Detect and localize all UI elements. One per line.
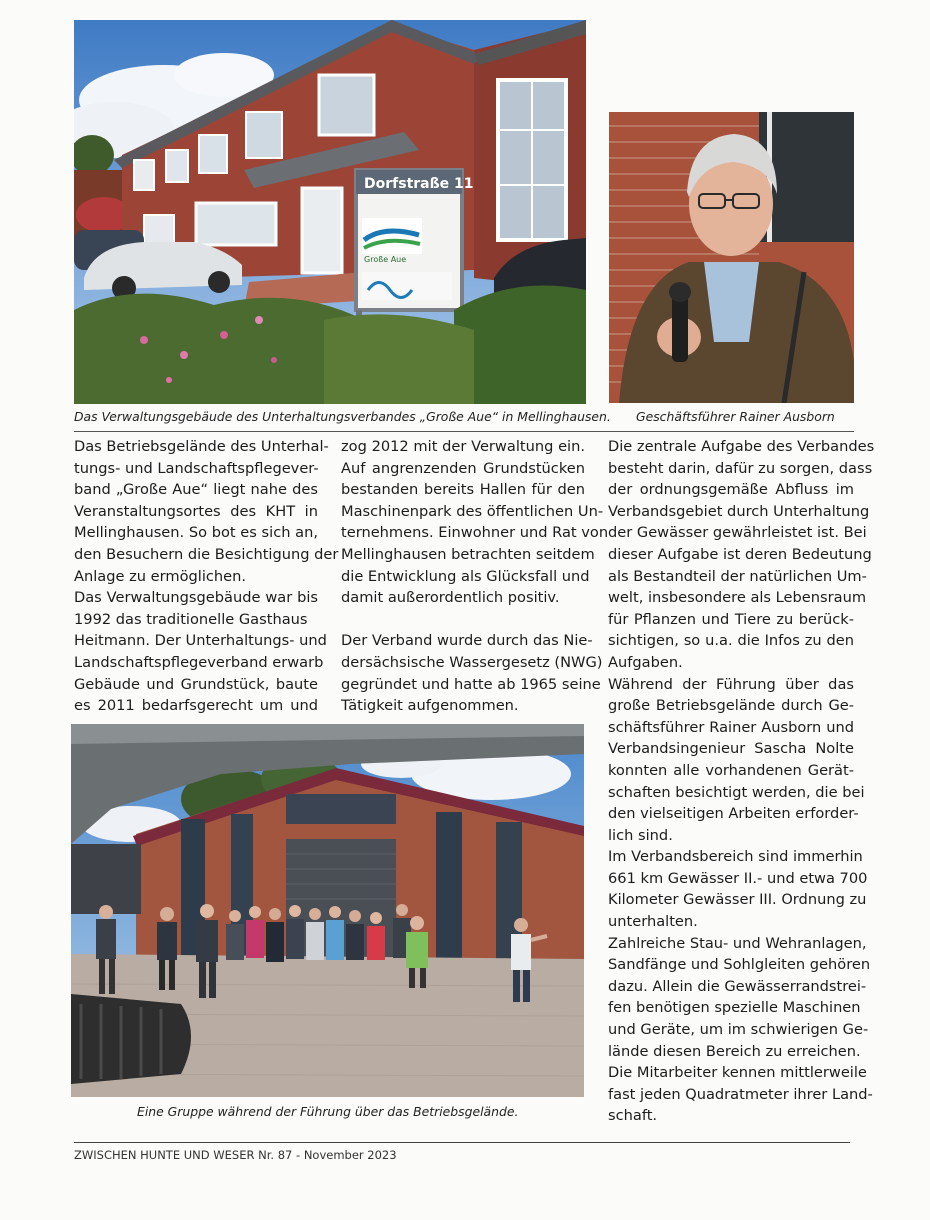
text-line: 1992 das traditionelle Gasthaus [74, 610, 308, 628]
group-tour-photo-caption: Eine Gruppe während der Führung über das Betriebsgelände. [137, 1104, 519, 1119]
text-line: welt, insbesondere als Lebensraum [608, 589, 867, 607]
text-line: unterhalten. [608, 913, 698, 931]
text-line: den vielseitigen Arbeiten erforder- [608, 805, 859, 823]
text-line: Der Verband wurde durch das Nie- [341, 632, 593, 650]
text-line: Gebäude und Grundstück, baute [74, 675, 318, 693]
text-line: Mellinghausen betrachten seitdem [341, 545, 595, 563]
text-line: und Geräte, um im schwierigen Ge- [608, 1021, 869, 1039]
text-line: Aufgaben. [608, 653, 683, 671]
portrait-photo [609, 112, 854, 403]
text-line [341, 609, 585, 631]
text-line: schäftsführer Rainer Ausborn und [608, 718, 854, 736]
building-photo [74, 20, 586, 404]
text-line: Anlage zu ermöglichen. [74, 567, 247, 585]
text-line: der ordnungsgemäße Abfluss im [608, 481, 854, 499]
text-line: fen benötigen spezielle Maschinen [608, 999, 861, 1017]
text-line: große Betriebsgelände durch Ge- [608, 697, 854, 715]
text-line: tungs- und Landschaftspflegever- [74, 459, 319, 477]
caption-divider [74, 431, 854, 432]
text-line: schaften besichtigt werden, die bei [608, 783, 865, 801]
text-line: bestanden bereits Hallen für den [341, 481, 585, 499]
text-line: dersächsische Wassergesetz (NWG) [341, 653, 603, 671]
text-line: es 2011 bedarfsgerecht um und [74, 697, 318, 715]
text-line: besteht darin, dafür zu sorgen, dass [608, 459, 873, 477]
text-line: schaft. [608, 1107, 658, 1125]
text-line: sichtigen, so u.a. die Infos zu den [608, 632, 854, 650]
text-line: Zahlreiche Stau- und Wehranlagen, [608, 934, 867, 952]
text-line: zog 2012 mit der Verwaltung ein. [341, 438, 585, 455]
text-line: Auf angrenzenden Grundstücken [341, 459, 585, 477]
text-line: Während der Führung über das [608, 675, 854, 693]
text-line: den Besuchern die Besichtigung der [74, 545, 339, 563]
text-line: Das Betriebsgelände des Unterhal- [74, 438, 329, 455]
text-line: Die Mitarbeiter kennen mittlerweile [608, 1064, 867, 1082]
text-line: Im Verbandsbereich sind immerhin [608, 848, 863, 866]
text-line: Verbandsingenieur Sascha Nolte [608, 740, 854, 758]
text-line: band „Große Aue“ liegt nahe des [74, 481, 318, 499]
text-line: lände diesen Bereich zu erreichen. [608, 1042, 861, 1060]
text-line: Kilometer Gewässer III. Ordnung zu [608, 891, 867, 909]
article-column-3 [608, 436, 875, 1127]
text-line: Tätigkeit aufgenommen. [341, 697, 519, 715]
sign-address-text: Dorfstraße 11 [364, 176, 474, 192]
building-photo-caption: Das Verwaltungsgebäude des Unterhaltungsverbandes „Große Aue“ in Mellinghausen. [74, 409, 611, 424]
text-line: ternehmens. Einwohner und Rat von [341, 524, 609, 542]
group-tour-photo [71, 724, 584, 1097]
sign-org-text: Große Aue [364, 255, 407, 264]
text-line: 661 km Gewässer II.- und etwa 700 [608, 869, 868, 887]
article-column-1 [74, 436, 339, 717]
text-line: konnten alle vorhandenen Gerät- [608, 761, 854, 779]
text-line: Veranstaltungsortes des KHT in [74, 502, 318, 520]
text-line: Die zentrale Aufgabe des Verbandes [608, 438, 875, 455]
text-line: dieser Aufgabe ist deren Bedeutung [608, 545, 872, 563]
text-line: Mellinghausen. So bot es sich an, [74, 524, 318, 542]
text-line: gegründet und hatte ab 1965 seine [341, 675, 601, 693]
text-line: Heitmann. Der Unterhaltungs- und [74, 632, 327, 650]
text-line: dazu. Allein die Gewässerrandstrei- [608, 977, 867, 995]
text-line: fast jeden Quadratmeter ihrer Land- [608, 1085, 873, 1103]
text-line: als Bestandteil der natürlichen Um- [608, 567, 867, 585]
text-line: Sandfänge und Sohlgleiten gehören [608, 956, 871, 974]
footer-publication-info: ZWISCHEN HUNTE UND WESER Nr. 87 - November 2023 [74, 1148, 397, 1162]
text-line: damit außerordentlich positiv. [341, 589, 560, 607]
text-line: der Gewässer gewährleistet ist. Bei [608, 524, 867, 542]
text-line: Verbandsgebiet durch Unterhaltung [608, 502, 870, 520]
text-line: Das Verwaltungsgebäude war bis [74, 589, 318, 607]
text-line: Maschinenpark des öffentlichen Un- [341, 502, 604, 520]
footer-divider [74, 1142, 850, 1143]
text-line: für Pflanzen und Tiere zu berück- [608, 610, 854, 628]
text-line: lich sind. [608, 826, 673, 844]
text-line: Landschaftspflegeverband erwarb [74, 653, 324, 671]
portrait-photo-caption: Geschäftsführer Rainer Ausborn [636, 409, 835, 424]
text-line: die Entwicklung als Glücksfall und [341, 567, 590, 585]
article-column-2 [341, 436, 609, 717]
